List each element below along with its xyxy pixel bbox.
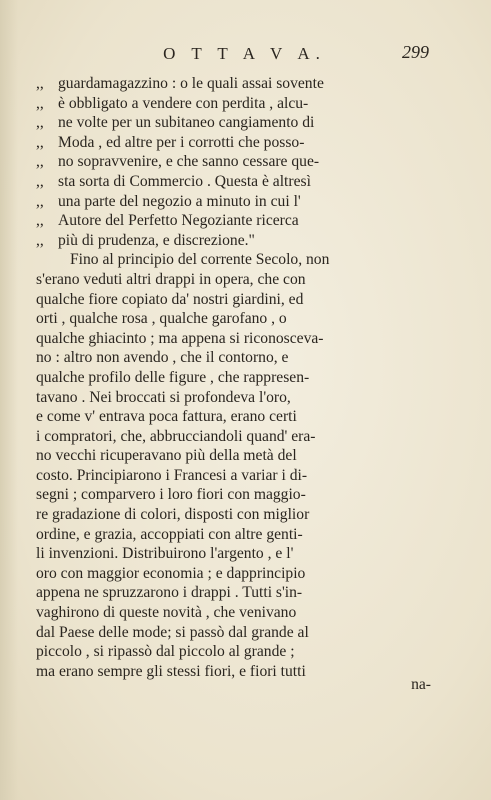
- quoted-line: ,, è obbligato a vendere con perdita , alcu-: [36, 94, 309, 112]
- paragraph-line: s'erano veduti altri drappi in opera, che con: [36, 270, 306, 288]
- quoted-line: ,, guardamagazzino : o le quali assai sovente: [36, 75, 324, 92]
- paragraph-line: costo. Principiarono i Francesi a variar i di-: [36, 466, 308, 484]
- quoted-line: ,, una parte del negozio a minuto in cui l': [36, 192, 301, 210]
- paragraph-line: Fino al principio del corrente Secolo, non: [70, 251, 330, 269]
- paragraph-line: tavano . Nei broccati si profondeva l'oro,: [36, 388, 291, 406]
- quote-mark: ,,: [36, 231, 44, 249]
- page-header: [60, 44, 429, 72]
- quote-mark: ,,: [36, 192, 44, 210]
- quoted-line: ,, sta sorta di Commercio . Questa è altresì: [36, 172, 311, 190]
- paragraph-line: e come v' entrava poca fattura, erano certi: [36, 408, 297, 426]
- paragraph-line: appena ne spruzzarono i drappi . Tutti s'in-: [36, 584, 303, 602]
- quoted-line: ,, ne volte per un subitaneo cangiamento di: [36, 114, 315, 132]
- quote-mark: ,,: [36, 94, 44, 112]
- binding-shadow: [0, 0, 18, 800]
- quote-mark: ,,: [36, 153, 44, 171]
- quote-mark: ,,: [36, 212, 44, 230]
- paragraph-line: qualche fiore copiato da' nostri giardini, ed: [36, 290, 304, 308]
- paragraph-line: no vecchi ricuperavano più della metà del: [36, 447, 297, 465]
- paragraph-line: ordine, e grazia, accoppiati con altre genti-: [36, 525, 303, 543]
- paragraph-line: li invenzioni. Distribuirono l'argento , e l': [36, 545, 294, 563]
- quoted-line: ,, Moda , ed altre per i corrotti che posso-: [36, 133, 305, 151]
- paragraph-line: ma erano sempre gli stessi fiori, e fiori tutti: [36, 662, 306, 680]
- quote-mark: ,,: [36, 114, 44, 132]
- paragraph: [36, 250, 431, 681]
- paragraph-line: i compratori, che, abbrucciandoli quand' era-: [36, 427, 316, 445]
- quote-mark: ,,: [36, 133, 44, 151]
- catchword: na-: [411, 676, 431, 693]
- body-text: [36, 74, 431, 681]
- paragraph-line: vaghirono di queste novità , che venivano: [36, 604, 297, 622]
- paragraph-line: segni ; comparvero i loro fiori con maggio-: [36, 486, 306, 504]
- paragraph-line: piccolo , si ripassò dal piccolo al grande ;: [36, 643, 295, 661]
- paragraph-line: qualche ghiacinto ; ma appena si riconosceva-: [36, 329, 324, 347]
- quoted-line: ,, no sopravvenire, e che sanno cessare que-: [36, 153, 320, 171]
- quote-mark: ,,: [36, 172, 44, 190]
- paragraph-line: qualche profilo delle figure , che rappresen-: [36, 368, 310, 386]
- quoted-line: ,, più di prudenza, e discrezione.": [36, 231, 255, 249]
- paragraph-line: no : altro non avendo , che il contorno, e: [36, 349, 289, 367]
- quote-mark: ,,: [36, 75, 44, 92]
- page-number: 299: [402, 42, 429, 62]
- quoted-line: ,, Autore del Perfetto Negoziante ricerca: [36, 212, 299, 230]
- paragraph-line: oro con maggior economia ; e dapprincipio: [36, 564, 306, 582]
- quoted-passage: [36, 74, 431, 250]
- paragraph-line: dal Paese delle mode; si passò dal grande al: [36, 623, 309, 641]
- paragraph-line: orti , qualche rosa , qualche garofano , o: [36, 310, 287, 328]
- paragraph-line: re gradazione di colori, disposti con miglior: [36, 506, 310, 524]
- running-head: O T T A V A.: [163, 44, 326, 63]
